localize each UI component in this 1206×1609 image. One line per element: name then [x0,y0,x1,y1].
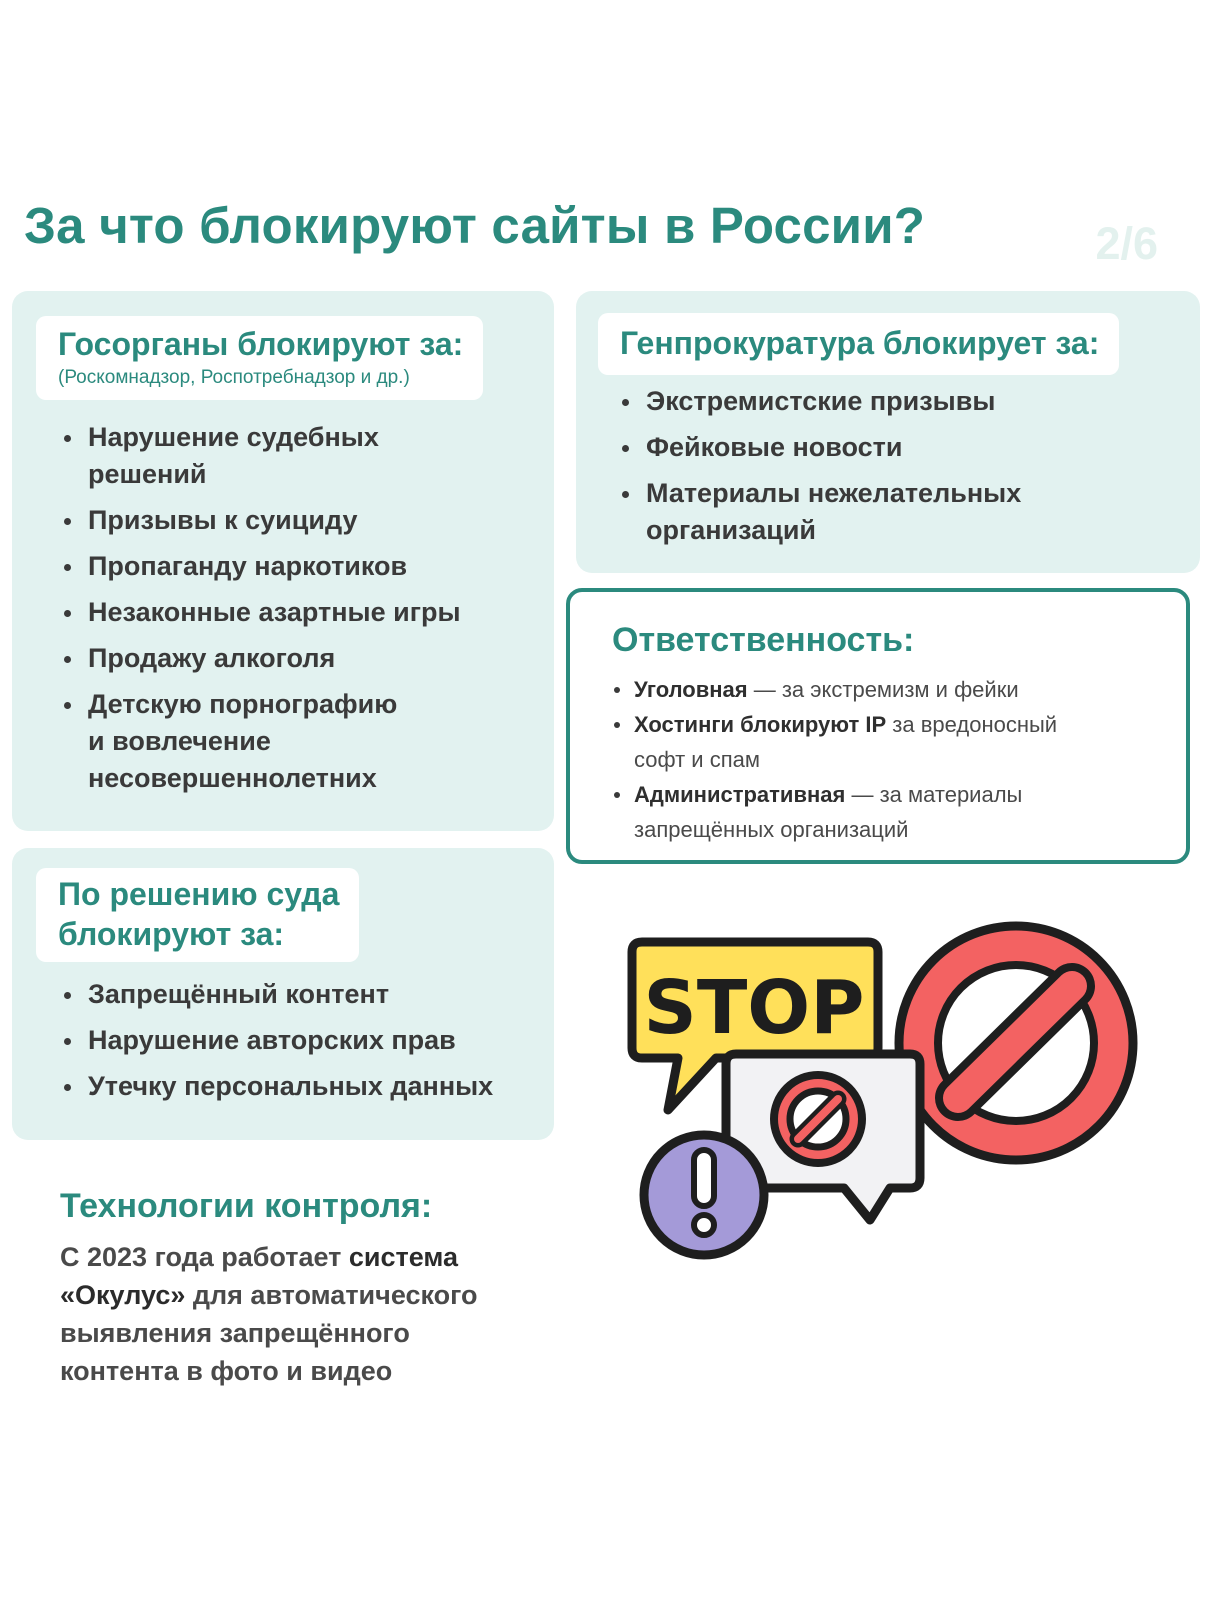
gov-list [60,419,500,806]
gov-heading: Госорганы блокируют за: [58,326,464,362]
list-item: Пропаганду наркотиков [60,548,500,585]
tech-text: С 2023 года работает система «Окулус» для автоматического выявления запрещённого контента в фото и видео [60,1242,478,1386]
list-item: Незаконные азартные игры [60,594,500,631]
gov-card [12,291,554,831]
court-heading-line2: блокируют за: [58,916,285,952]
list-item: Утечку персональных данных [60,1068,550,1105]
list-item: Нарушение авторских прав [60,1022,550,1059]
list-item: Экстремистские призывы [618,383,1088,420]
page-title: За что блокируют сайты в России? [24,197,926,254]
stop-illustration [620,900,1160,1300]
court-list [60,976,550,1114]
list-item: Нарушение судебных решений [60,419,500,493]
court-label-box [36,868,359,962]
list-item: Хостинги блокируют IP за вредоносный софт и спам [612,707,1082,777]
warning-exclamation-icon [644,1135,764,1255]
list-item: Уголовная — за экстремизм и фейки [612,672,1082,707]
list-item: Материалы нежелательных организаций [618,475,1088,549]
prosecutor-list [618,383,1088,558]
list-item: Запрещённый контент [60,976,550,1013]
page-counter: 2/6 [1095,218,1158,269]
list-item: Продажу алкоголя [60,640,500,677]
prosecutor-label-box [598,313,1119,375]
list-item: Детскую порнографию и вовлечение несовершеннолетних [60,686,418,797]
prosecutor-card [576,291,1200,573]
gov-label-box [36,316,483,400]
responsibility-box [566,588,1190,864]
svg-text:STOP: STOP [643,965,865,1051]
list-item: Административная — за материалы запрещённых организаций [612,777,1082,847]
gov-subheading: (Роскомнадзор, Роспотребнадзор и др.) [58,367,410,388]
court-heading-line1: По решению суда [58,876,340,912]
responsibility-list [612,672,1082,847]
prosecutor-heading: Генпрокуратура блокирует за: [620,325,1100,361]
list-item: Фейковые новости [618,429,1088,466]
tech-heading: Технологии контроля: [60,1187,433,1225]
court-card [12,848,554,1140]
list-item: Призывы к суициду [60,502,500,539]
responsibility-heading: Ответственность: [612,621,915,659]
no-entry-icon [899,926,1133,1160]
